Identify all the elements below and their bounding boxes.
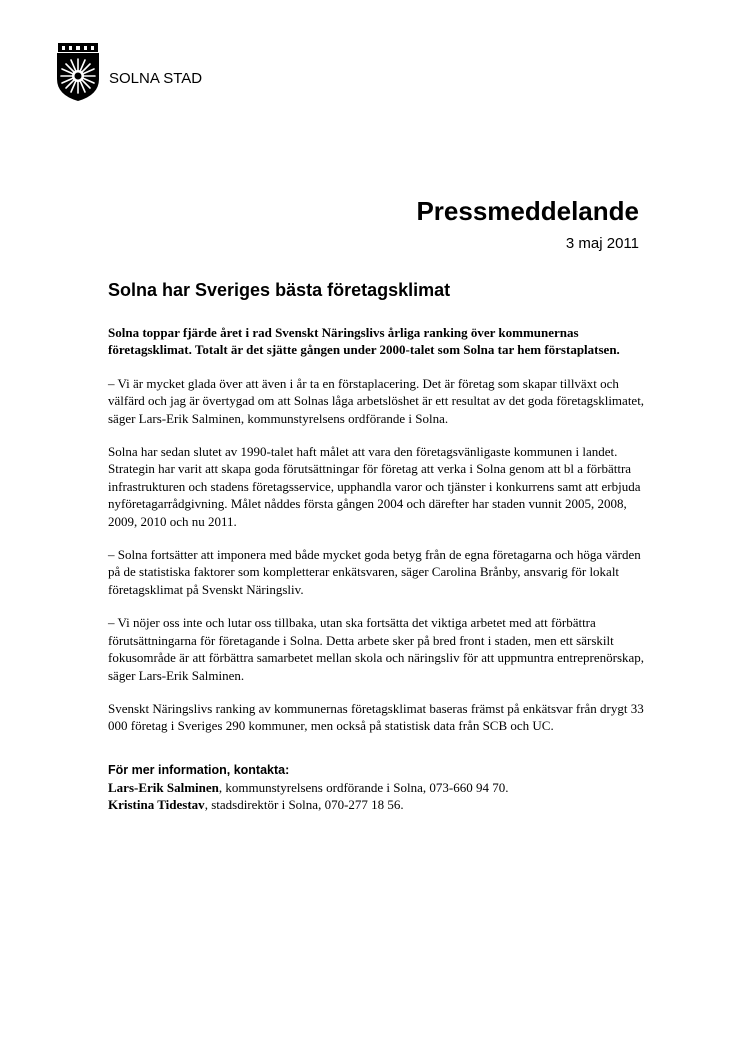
- article: [108, 280, 648, 813]
- body-paragraph: Svenskt Näringslivs ranking av kommunernas företagsklimat baseras främst på enkätsvar från drygt 33 000 företag i Sveriges 290 kommuner, men också på statistisk data från SCB och UC.: [108, 700, 644, 734]
- solna-crest-icon: [56, 43, 100, 101]
- org-name: SOLNA STAD: [109, 70, 203, 87]
- contact-line: [108, 779, 648, 796]
- contact-line: [108, 796, 648, 813]
- body-paragraph: – Solna fortsätter att imponera med både mycket goda betyg från de egna företagarna och höga värden på de statistiska faktorer som kompletterar enkätsvaren, säger Carolina Brånby, ansvarig för lokalt företagsklimat på Svenskt Näringsliv.: [108, 547, 641, 597]
- contact-name: Lars-Erik Salminen: [108, 779, 219, 795]
- body-paragraph: – Vi är mycket glada över att även i år ta en förstaplacering. Det är företag som skapar tillväxt och välfärd och jag är övertygad om att Solnas låga arbetslöshet är ett resultat av det goda företagsklimatet, säger Lars-Erik Salminen, kommunstyrelsens ordförande i Solna.: [108, 375, 645, 426]
- contact-title: För mer information, kontakta:: [108, 762, 290, 777]
- lead-paragraph: Solna toppar fjärde året i rad Svenskt Näringslivs årliga ranking över kommunernas företagsklimat. Totalt är det sjätte gången under 2000-talet som Solna tar hem förstaplatsen.: [108, 325, 620, 358]
- contact-details: , kommunstyrelsens ordförande i Solna, 073-660 94 70.: [218, 779, 509, 795]
- document-type: Pressmeddelande: [416, 196, 639, 226]
- contact-name: Kristina Tidestav: [108, 796, 205, 812]
- body-paragraph: Solna har sedan slutet av 1990-talet haft målet att vara den företagsvänligaste kommunen i landet. Strategin har varit att skapa goda förutsättningar för företag att verka i Solna genom att bl a förbättra infrastrukturen och stadens företagsservice, upphandla varor och tjänster i konkurrens samt att erbjuda nyföretagarrådgivning. Målet nåddes första gången 2004 och därefter har staden vunnit 2005, 2008, 2009, 2010 och nu 2011.: [108, 444, 641, 529]
- body-paragraph: – Vi nöjer oss inte och lutar oss tillbaka, utan ska fortsätta det viktiga arbetet med att förbättra förutsättningarna för företagande i Solna. Detta arbete sker på bred front i staden, men ett särskilt fokusområde är att förbättra samarbetet mellan skola och näringsliv för att uppmuntra entreprenörskap, säger Lars-Erik Salminen.: [108, 615, 645, 683]
- contact-details: , stadsdirektör i Solna, 070-277 18 56.: [204, 796, 404, 812]
- document-date: 3 maj 2011: [565, 235, 639, 252]
- contact-block: [108, 762, 648, 813]
- headline: Solna har Sveriges bästa företagsklimat: [108, 280, 451, 300]
